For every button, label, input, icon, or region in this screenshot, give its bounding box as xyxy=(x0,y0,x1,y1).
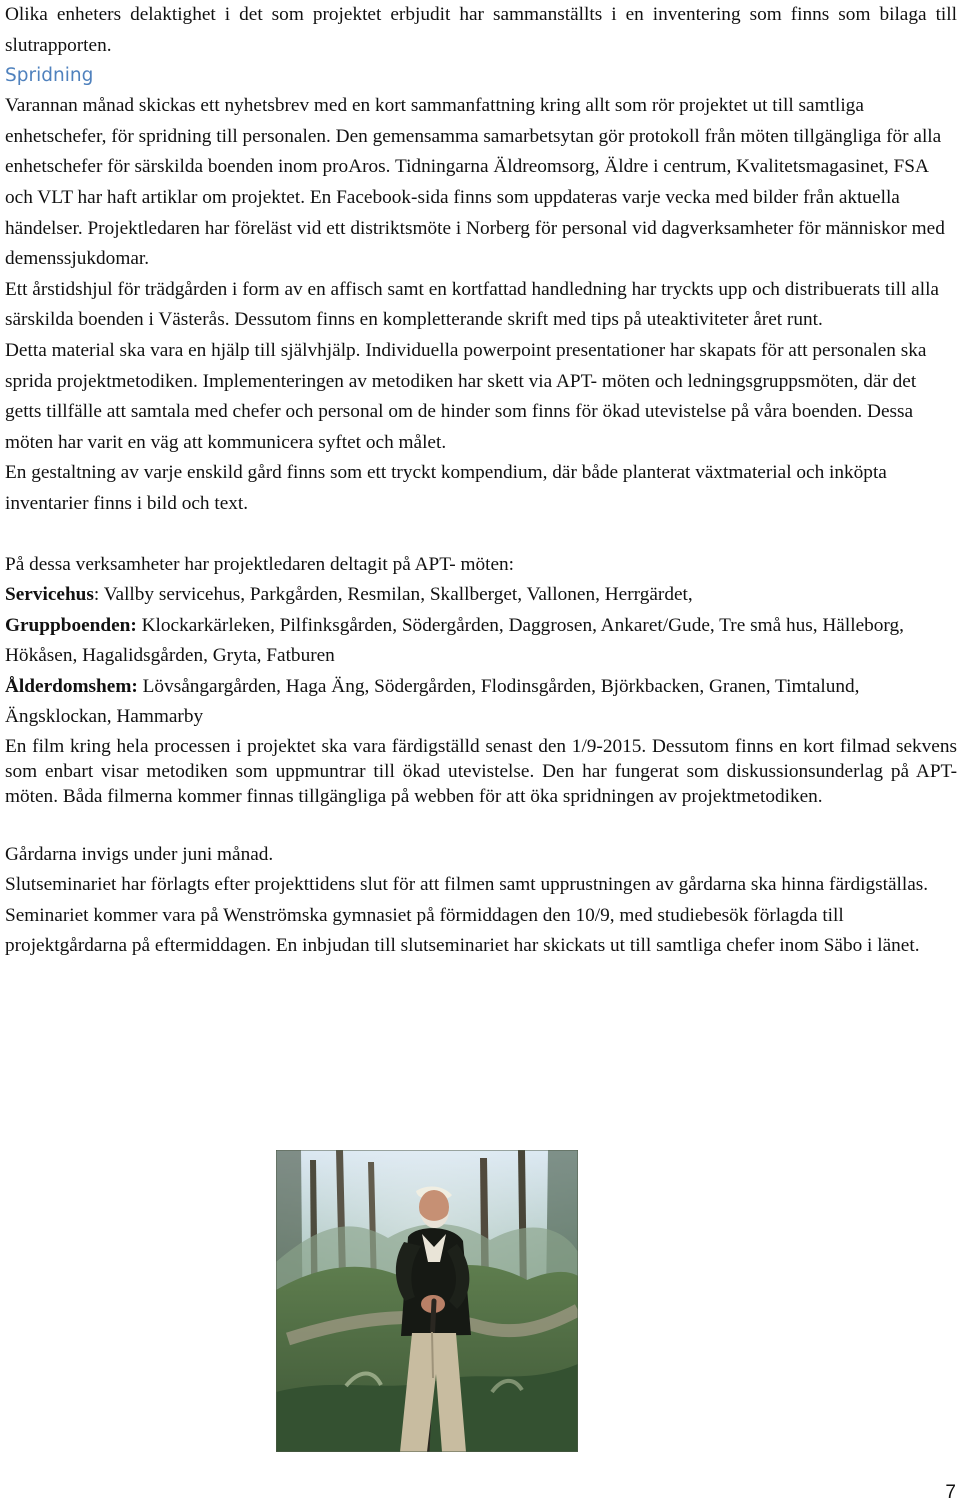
alderdomshem-list: Lövsångargården, Haga Äng, Södergården, Flodinsgården, Björkbacken, Granen, Timtalund, Ängsklockan, Hammarby xyxy=(5,675,860,728)
gruppboenden-label: Gruppboenden: xyxy=(5,614,137,636)
alderdomshem-label: Ålderdomshem: xyxy=(5,675,138,697)
apt-intro-paragraph: På dessa verksamheter har projektledaren deltagit på APT- möten: xyxy=(5,553,515,575)
slutseminarium-paragraph: Slutseminariet har förlagts efter projekttidens slut för att filmen samt upprustningen av gårdarna ska hinna färdigställas. Seminariet kommer vara på Wenströmska gymnasiet på förmiddagen den 10/9, med studiebesök förlagda till projektgårdarna på eftermiddagen. En inbjudan till slutseminariet har skickats ut till samtliga chefer inom Säbo i länet. xyxy=(5,874,929,957)
gruppboenden-line xyxy=(5,611,957,672)
film-paragraph: En film kring hela processen i projektet ska vara färdigställd senast den 1/9-2015. Dessutom finns en kort filmad sekvens som enbart visar metodiken som uppmuntrar till ökad utevistelse. Den har fungerat som diskussionsunderlag på APT- möten. Båda filmerna kommer finnas tillgängliga på webben för att öka spridningen av projektmetodiken. xyxy=(5,736,957,808)
servicehus-list: : Vallby servicehus, Parkgården, Resmilan, Skallberget, Vallonen, Herrgärdet, xyxy=(93,584,693,606)
spridning-paragraph: Varannan månad skickas ett nyhetsbrev med en kort sammanfattning kring allt som rör projektet ut till samtliga enhetschefer, för spridning till personalen. Den gemensamma samarbetsytan gör protokoll från möten tillgängliga för alla enhetschefer för särskilda boenden inom proAros. Tidningarna Äldreomsorg, Äldre i centrum, Kvalitetsmagasinet, FSA och VLT har haft artiklar om projektet. En Facebook-sida finns som uppdateras varje vecka med bilder från aktuella händelser. Projektledaren har föreläst vid ett distriktsmöte i Norberg för personal vid dagverksamheter för människor med demenssjukdomar. xyxy=(5,95,945,270)
intro-paragraph: Olika enheters delaktighet i det som projektet erbjudit har sammanställts i en inventering som finns som bilaga till slutrapporten. xyxy=(5,4,957,56)
sjalvhjalp-paragraph: Detta material ska vara en hjälp till självhjälp. Individuella powerpoint presentationer har skapats för att personalen ska sprida projektmetodiken. Implementeringen av metodiken har skett via APT- möten och ledningsgruppsmöten, där det getts tillfälle att samtala med chefer och personal om de hinder som finns för ökad utevistelse på våra boenden. Dessa möten har varit en väg att kommunicera syftet och målet. xyxy=(5,339,927,453)
gruppboenden-list: Klockarkärleken, Pilfinksgården, Södergården, Daggrosen, Ankaret/Gude, Tre små hus, Hälleborg, Hökåsen, Hagalidsgården, Gryta, Fatburen xyxy=(5,614,904,667)
document-body xyxy=(5,0,957,962)
gestaltning-paragraph: En gestaltning av varje enskild gård finns som ett tryckt kompendium, där både planterat växtmaterial och inköpta inventarier finns i bild och text. xyxy=(5,462,887,514)
servicehus-label: Servicehus xyxy=(5,584,94,606)
garden-photo xyxy=(276,1150,578,1452)
invigning-paragraph: Gårdarna invigs under juni månad. xyxy=(5,843,274,865)
section-heading: Spridning xyxy=(5,65,94,87)
page-number: 7 xyxy=(945,1482,956,1503)
garden-photo-illustration xyxy=(276,1150,578,1452)
alderdomshem-line xyxy=(5,672,957,733)
arstidshjul-paragraph: Ett årstidshjul för trädgården i form av en affisch samt en kortfattad handledning har tryckts upp och distribuerats till alla särskilda boenden i Västerås. Dessutom finns en kompletterande skrift med tips på uteaktiviteter året runt. xyxy=(5,278,939,331)
servicehus-line xyxy=(5,580,957,611)
